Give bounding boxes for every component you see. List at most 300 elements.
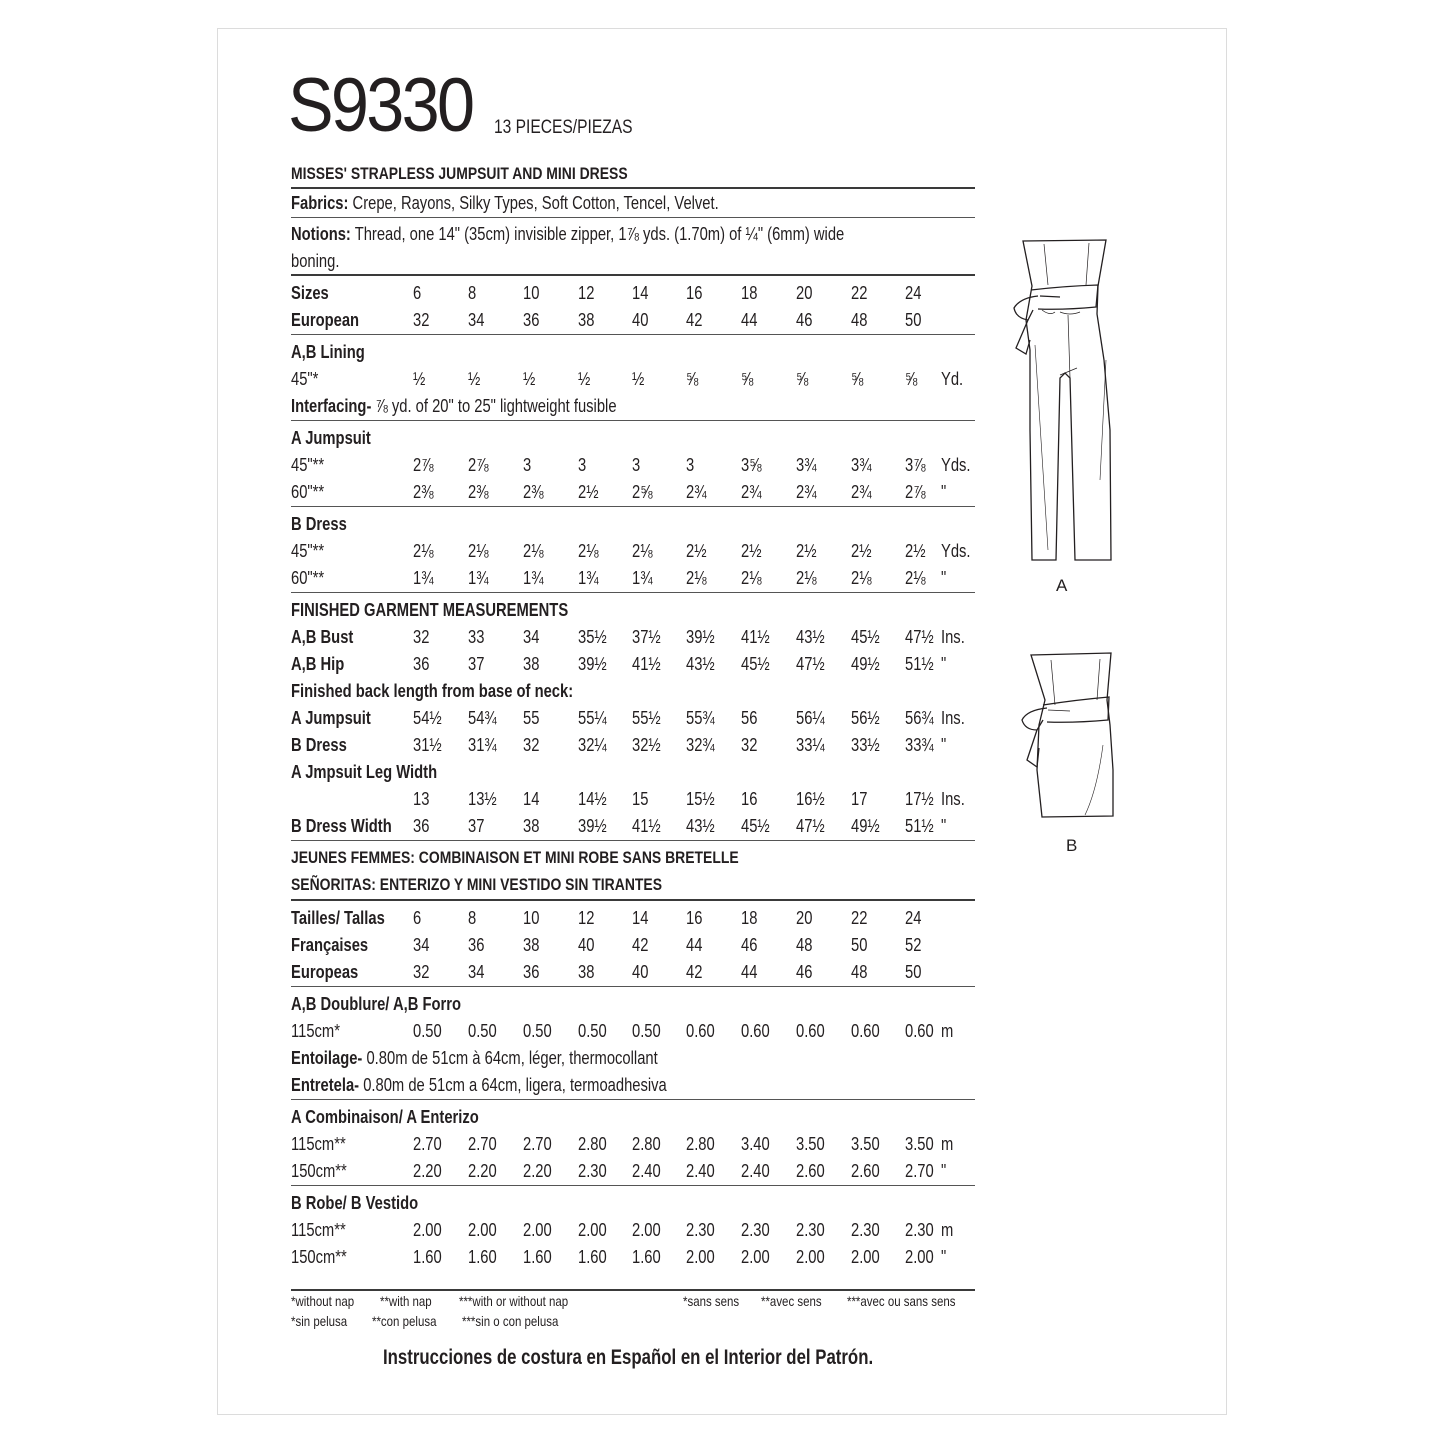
table-cell: ½ — [632, 369, 645, 389]
doublure-heading: A,B Doublure/ A,B Forro — [291, 994, 462, 1014]
table-cell: 45½ — [741, 654, 770, 674]
table-cell: 2.20 — [468, 1161, 497, 1181]
mini-dress-illustration — [1015, 650, 1125, 830]
notions-label: Notions: — [291, 224, 351, 244]
row-label: A,B Hip — [291, 654, 345, 674]
table-cell: 1¾ — [523, 568, 544, 588]
entoilage-row — [291, 1045, 975, 1072]
table-cell: 13 — [413, 789, 430, 809]
table-cell: 56¾ — [905, 708, 934, 728]
finished-measurements-heading: FINISHED GARMENT MEASUREMENTS — [291, 600, 569, 620]
footnote-es-3: ***sin o con pelusa — [462, 1313, 559, 1329]
table-cell: 1¾ — [578, 568, 599, 588]
table-cell: 2⅛ — [686, 568, 707, 588]
unit-label: Yd. — [941, 369, 964, 389]
table-cell: 2.00 — [632, 1220, 661, 1240]
table-cell: 2.00 — [851, 1247, 880, 1267]
notions-row-2 — [291, 248, 975, 276]
notions-row — [291, 218, 975, 248]
table-cell: 0.60 — [686, 1021, 715, 1041]
table-cell: 2.30 — [851, 1220, 880, 1240]
note-label: Entoilage- — [291, 1048, 363, 1068]
row-label: 60"** — [291, 568, 325, 588]
table-cell: 32 — [523, 735, 540, 755]
dress-60-row — [291, 565, 975, 593]
european-sizes-row — [291, 307, 975, 335]
table-cell: 1.60 — [523, 1247, 552, 1267]
table-cell: 45½ — [741, 816, 770, 836]
table-cell: 51½ — [905, 654, 934, 674]
table-cell: 16 — [686, 908, 703, 928]
unit-label: m — [941, 1134, 954, 1154]
table-cell: 2½ — [741, 541, 762, 561]
table-cell: 2½ — [851, 541, 872, 561]
table-cell: 2.20 — [523, 1161, 552, 1181]
pattern-title-row — [291, 161, 975, 189]
row-label: 115cm** — [291, 1220, 346, 1240]
table-cell: 55½ — [632, 708, 661, 728]
table-cell: 54¾ — [468, 708, 497, 728]
table-cell: 2.60 — [796, 1161, 825, 1181]
footnote-en-2: **with nap — [380, 1293, 432, 1309]
table-cell: 2.40 — [686, 1161, 715, 1181]
row-label: A Jumpsuit — [291, 708, 371, 728]
table-cell: ⅝ — [741, 369, 754, 389]
table-cell: 8 — [468, 283, 477, 303]
francaises-row — [291, 932, 975, 959]
table-cell: 15½ — [686, 789, 715, 809]
table-cell: 32 — [741, 735, 758, 755]
table-cell: 2.00 — [741, 1247, 770, 1267]
table-cell: 46 — [796, 962, 813, 982]
table-cell: 47½ — [796, 654, 825, 674]
jumpsuit-60-row — [291, 479, 975, 507]
table-cell: 3.50 — [851, 1134, 880, 1154]
fabrics-row — [291, 189, 975, 218]
row-label: B Dress Width — [291, 816, 392, 836]
table-cell: ½ — [468, 369, 481, 389]
jumpsuit-length-row — [291, 705, 975, 732]
table-cell: 33¾ — [905, 735, 934, 755]
table-cell: 48 — [851, 962, 868, 982]
table-cell: 17½ — [905, 789, 934, 809]
back-length-heading: Finished back length from base of neck: — [291, 681, 574, 701]
table-cell: 56½ — [851, 708, 880, 728]
footnote-fr-3: ***avec ou sans sens — [847, 1293, 956, 1309]
table-cell: 2⅛ — [632, 541, 653, 561]
table-cell: 1¾ — [413, 568, 434, 588]
table-cell: 2¾ — [851, 482, 872, 502]
table-cell: 2.30 — [741, 1220, 770, 1240]
table-cell: 37 — [468, 654, 485, 674]
table-cell: 0.60 — [796, 1021, 825, 1041]
table-cell: 2.80 — [578, 1134, 607, 1154]
table-cell: ½ — [578, 369, 591, 389]
table-cell: 18 — [741, 283, 758, 303]
table-cell: ⅝ — [796, 369, 809, 389]
table-cell: 2½ — [905, 541, 926, 561]
hip-row — [291, 651, 975, 678]
table-cell: 1.60 — [468, 1247, 497, 1267]
lining-45-row — [291, 366, 975, 393]
unit-label: " — [941, 654, 947, 674]
table-cell: 54½ — [413, 708, 442, 728]
table-cell: 2.60 — [851, 1161, 880, 1181]
table-cell: 2.40 — [741, 1161, 770, 1181]
table-cell: 39½ — [578, 816, 607, 836]
row-label: 45"** — [291, 541, 325, 561]
unit-label: Yds. — [941, 541, 971, 561]
table-cell: 32 — [413, 962, 430, 982]
spanish-title: SEÑORITAS: ENTERIZO Y MINI VESTIDO SIN TIRANTES — [291, 875, 662, 894]
table-cell: 36 — [413, 654, 430, 674]
robe-heading: B Robe/ B Vestido — [291, 1193, 419, 1213]
table-cell: 0.50 — [468, 1021, 497, 1041]
table-cell: 2⅞ — [905, 482, 926, 502]
table-cell: 14 — [632, 908, 649, 928]
table-cell: 2.30 — [686, 1220, 715, 1240]
table-cell: 32½ — [632, 735, 661, 755]
table-cell: 50 — [905, 962, 922, 982]
table-cell: 24 — [905, 908, 922, 928]
table-cell: 42 — [686, 310, 703, 330]
table-cell: 2⅜ — [413, 482, 434, 502]
note-label: Entretela- — [291, 1075, 360, 1095]
table-cell: 3¾ — [851, 455, 872, 475]
table-cell: 33½ — [851, 735, 880, 755]
table-cell: 24 — [905, 283, 922, 303]
table-cell: 2.80 — [686, 1134, 715, 1154]
table-cell: 20 — [796, 908, 813, 928]
pattern-content — [288, 63, 975, 1271]
pattern-number: S9330 — [288, 63, 473, 148]
table-cell: 2.30 — [578, 1161, 607, 1181]
jumpsuit-45-row — [291, 452, 975, 479]
table-cell: 22 — [851, 283, 868, 303]
combinaison-heading: A Combinaison/ A Enterizo — [291, 1107, 479, 1127]
table-cell: 3 — [686, 455, 695, 475]
table-cell: ½ — [523, 369, 536, 389]
table-cell: 48 — [796, 935, 813, 955]
table-cell: 52 — [905, 935, 922, 955]
table-cell: 2.70 — [523, 1134, 552, 1154]
table-cell: 3 — [578, 455, 587, 475]
row-label: Sizes — [291, 283, 329, 303]
table-cell: 14 — [523, 789, 540, 809]
table-cell: 2½ — [578, 482, 599, 502]
table-cell: 45½ — [851, 627, 880, 647]
table-cell: 2.00 — [796, 1247, 825, 1267]
table-cell: 2.00 — [468, 1220, 497, 1240]
bust-row — [291, 624, 975, 651]
table-cell: 32 — [413, 310, 430, 330]
footnote-en-3: ***with or without nap — [459, 1293, 569, 1309]
table-cell: 2.00 — [905, 1247, 934, 1267]
table-cell: 2.30 — [796, 1220, 825, 1240]
table-cell: 8 — [468, 908, 477, 928]
unit-label: " — [941, 735, 947, 755]
table-cell: 49½ — [851, 654, 880, 674]
table-cell: 0.50 — [413, 1021, 442, 1041]
footnote-line-2 — [291, 1311, 975, 1331]
table-cell: 2⅞ — [413, 455, 434, 475]
table-cell: 55 — [523, 708, 540, 728]
unit-label: " — [941, 568, 947, 588]
table-cell: 3⅝ — [741, 455, 762, 475]
table-cell: 41½ — [741, 627, 770, 647]
unit-label: " — [941, 482, 947, 502]
robe-150-row — [291, 1244, 975, 1271]
table-cell: 16½ — [796, 789, 825, 809]
table-cell: 2⅛ — [741, 568, 762, 588]
table-cell: 36 — [523, 962, 540, 982]
table-cell: ½ — [413, 369, 426, 389]
french-title-row — [291, 845, 975, 872]
entretela-row — [291, 1072, 975, 1100]
table-cell: 3⅞ — [905, 455, 926, 475]
table-cell: 39½ — [578, 654, 607, 674]
row-label: Europeas — [291, 962, 359, 982]
table-cell: 55¼ — [578, 708, 607, 728]
table-cell: 46 — [796, 310, 813, 330]
table-cell: 36 — [523, 310, 540, 330]
table-cell: 1.60 — [632, 1247, 661, 1267]
combinaison-150-row — [291, 1158, 975, 1186]
fabrics-label: Fabrics: — [291, 193, 349, 213]
note-text: 0.80m de 51cm a 64cm, ligera, termoadhesiva — [363, 1075, 667, 1095]
table-cell: 31¾ — [468, 735, 497, 755]
table-cell: 18 — [741, 908, 758, 928]
table-cell: 37 — [468, 816, 485, 836]
row-label: 45"** — [291, 455, 325, 475]
spanish-instructions-note: Instrucciones de costura en Español en el Interior del Patrón. — [383, 1346, 874, 1369]
table-cell: 38 — [523, 935, 540, 955]
footnote-es-1: *sin pelusa — [291, 1313, 348, 1329]
table-cell: 0.60 — [905, 1021, 934, 1041]
row-label: 115cm* — [291, 1021, 340, 1041]
row-label: 150cm** — [291, 1247, 347, 1267]
table-cell: 2.70 — [468, 1134, 497, 1154]
note-text: ⅞ yd. of 20" to 25" lightweight fusible — [375, 396, 617, 416]
fabrics-text: Crepe, Rayons, Silky Types, Soft Cotton, Tencel, Velvet. — [352, 193, 719, 213]
table-cell: 43½ — [686, 654, 715, 674]
table-cell: 12 — [578, 283, 595, 303]
table-cell: 41½ — [632, 816, 661, 836]
table-cell: 32¼ — [578, 735, 607, 755]
unit-label: Ins. — [941, 708, 965, 728]
table-cell: 1.60 — [578, 1247, 607, 1267]
table-cell: 1.60 — [413, 1247, 442, 1267]
row-label: Tailles/ Tallas — [291, 908, 385, 928]
combinaison-115-row — [291, 1131, 975, 1158]
table-cell: 10 — [523, 908, 540, 928]
table-cell: 2.30 — [905, 1220, 934, 1240]
footnote-en-1: *without nap — [291, 1293, 355, 1309]
table-cell: 49½ — [851, 816, 880, 836]
dress-45-row — [291, 538, 975, 565]
table-cell: 38 — [523, 654, 540, 674]
dress-width-row — [291, 813, 975, 841]
table-cell: 38 — [578, 310, 595, 330]
view-a-label: A — [1056, 576, 1068, 595]
table-cell: 46 — [741, 935, 758, 955]
row-label: A,B Bust — [291, 627, 354, 647]
table-cell: 36 — [413, 816, 430, 836]
table-cell: 2.00 — [413, 1220, 442, 1240]
table-cell: 3.40 — [741, 1134, 770, 1154]
table-cell: 0.60 — [851, 1021, 880, 1041]
pieces-count: 13 PIECES/PIEZAS — [494, 117, 633, 138]
unit-label: " — [941, 1161, 947, 1181]
unit-label: " — [941, 816, 947, 836]
table-cell: 33¼ — [796, 735, 825, 755]
spanish-title-row — [291, 872, 975, 901]
table-cell: 2⅛ — [413, 541, 434, 561]
table-cell: 39½ — [686, 627, 715, 647]
leg-width-row — [291, 786, 975, 813]
table-cell: 40 — [632, 310, 649, 330]
table-cell: 2⅛ — [578, 541, 599, 561]
table-cell: 2.00 — [686, 1247, 715, 1267]
footnote-es-2: **con pelusa — [372, 1313, 437, 1329]
table-cell: 44 — [741, 310, 758, 330]
table-cell: 35½ — [578, 627, 607, 647]
row-label: 150cm** — [291, 1161, 347, 1181]
jumpsuit-illustration — [1000, 230, 1130, 570]
table-cell: 6 — [413, 908, 422, 928]
tailles-row — [291, 905, 975, 932]
doublure-115-row — [291, 1018, 975, 1045]
view-b-label: B — [1066, 836, 1078, 855]
table-cell: 2½ — [796, 541, 817, 561]
europeas-row — [291, 959, 975, 987]
table-cell: 1¾ — [632, 568, 653, 588]
row-label: 60"** — [291, 482, 325, 502]
table-cell: 3.50 — [905, 1134, 934, 1154]
table-cell: 38 — [578, 962, 595, 982]
note-label: Interfacing- — [291, 396, 372, 416]
table-cell: 13½ — [468, 789, 497, 809]
table-cell: 38 — [523, 816, 540, 836]
table-cell: 2.00 — [578, 1220, 607, 1240]
unit-label: " — [941, 1247, 947, 1267]
table-cell: 34 — [468, 962, 485, 982]
row-label: 45"* — [291, 369, 319, 389]
lining-heading: A,B Lining — [291, 342, 365, 362]
sizes-row — [291, 280, 975, 307]
table-cell: 44 — [741, 962, 758, 982]
table-cell: 3.50 — [796, 1134, 825, 1154]
jumpsuit-heading: A Jumpsuit — [291, 428, 371, 448]
table-cell: 2.70 — [905, 1161, 934, 1181]
table-cell: 50 — [905, 310, 922, 330]
footnote-fr-1: *sans sens — [683, 1293, 740, 1309]
table-cell: 44 — [686, 935, 703, 955]
table-cell: 41½ — [632, 654, 661, 674]
table-cell: 34 — [468, 310, 485, 330]
table-cell: 51½ — [905, 816, 934, 836]
table-cell: 2⅛ — [468, 541, 489, 561]
table-cell: ⅝ — [686, 369, 699, 389]
dress-length-row — [291, 732, 975, 759]
table-cell: 3 — [523, 455, 532, 475]
table-cell: 32¾ — [686, 735, 715, 755]
table-cell: 0.50 — [523, 1021, 552, 1041]
table-cell: 56¼ — [796, 708, 825, 728]
table-cell: 1¾ — [468, 568, 489, 588]
unit-label: Yds. — [941, 455, 971, 475]
table-cell: 12 — [578, 908, 595, 928]
row-label: B Dress — [291, 735, 347, 755]
table-cell: 2¾ — [686, 482, 707, 502]
table-cell: 47½ — [905, 627, 934, 647]
table-cell: 2.00 — [523, 1220, 552, 1240]
table-cell: 3 — [632, 455, 641, 475]
table-cell: 47½ — [796, 816, 825, 836]
table-cell: 43½ — [686, 816, 715, 836]
footnote-fr-2: **avec sens — [761, 1293, 822, 1309]
footnotes — [291, 1289, 975, 1331]
table-cell: 2⅜ — [468, 482, 489, 502]
table-cell: 2⅛ — [851, 568, 872, 588]
table-cell: 2⅝ — [632, 482, 653, 502]
yardage-table-metric — [291, 901, 975, 1271]
table-cell: 2.40 — [632, 1161, 661, 1181]
table-cell: 22 — [851, 908, 868, 928]
table-cell: 2¾ — [741, 482, 762, 502]
table-cell: 42 — [686, 962, 703, 982]
robe-115-row — [291, 1217, 975, 1244]
table-cell: 20 — [796, 283, 813, 303]
table-cell: 34 — [413, 935, 430, 955]
table-cell: 55¾ — [686, 708, 715, 728]
table-cell: ⅝ — [905, 369, 918, 389]
table-cell: 0.50 — [578, 1021, 607, 1041]
table-cell: 34 — [523, 627, 540, 647]
leg-width-heading: A Jmpsuit Leg Width — [291, 762, 438, 782]
table-cell: 31½ — [413, 735, 442, 755]
table-cell: 32 — [413, 627, 430, 647]
table-cell: 6 — [413, 283, 422, 303]
table-cell: 48 — [851, 310, 868, 330]
unit-label: Ins. — [941, 789, 965, 809]
table-cell: 36 — [468, 935, 485, 955]
table-cell: 33 — [468, 627, 485, 647]
table-cell: 42 — [632, 935, 649, 955]
table-cell: 2.70 — [413, 1134, 442, 1154]
notions-text: Thread, one 14" (35cm) invisible zipper, 1⅞ yds. (1.70m) of ¼" (6mm) wide — [354, 224, 845, 244]
table-cell: 43½ — [796, 627, 825, 647]
table-cell: 2.80 — [632, 1134, 661, 1154]
table-cell: 16 — [686, 283, 703, 303]
table-cell: 56 — [741, 708, 758, 728]
unit-label: m — [941, 1021, 954, 1041]
footnote-line-1 — [291, 1291, 975, 1311]
table-cell: 0.50 — [632, 1021, 661, 1041]
table-cell: 2¾ — [796, 482, 817, 502]
row-label: 115cm** — [291, 1134, 346, 1154]
table-cell: 40 — [632, 962, 649, 982]
table-cell: 2⅞ — [468, 455, 489, 475]
row-label: European — [291, 310, 360, 330]
table-cell: 17 — [851, 789, 868, 809]
table-cell: 2.20 — [413, 1161, 442, 1181]
table-cell: 37½ — [632, 627, 661, 647]
table-cell: 50 — [851, 935, 868, 955]
table-cell: 14 — [632, 283, 649, 303]
table-cell: 2⅛ — [523, 541, 544, 561]
table-cell: 14½ — [578, 789, 607, 809]
